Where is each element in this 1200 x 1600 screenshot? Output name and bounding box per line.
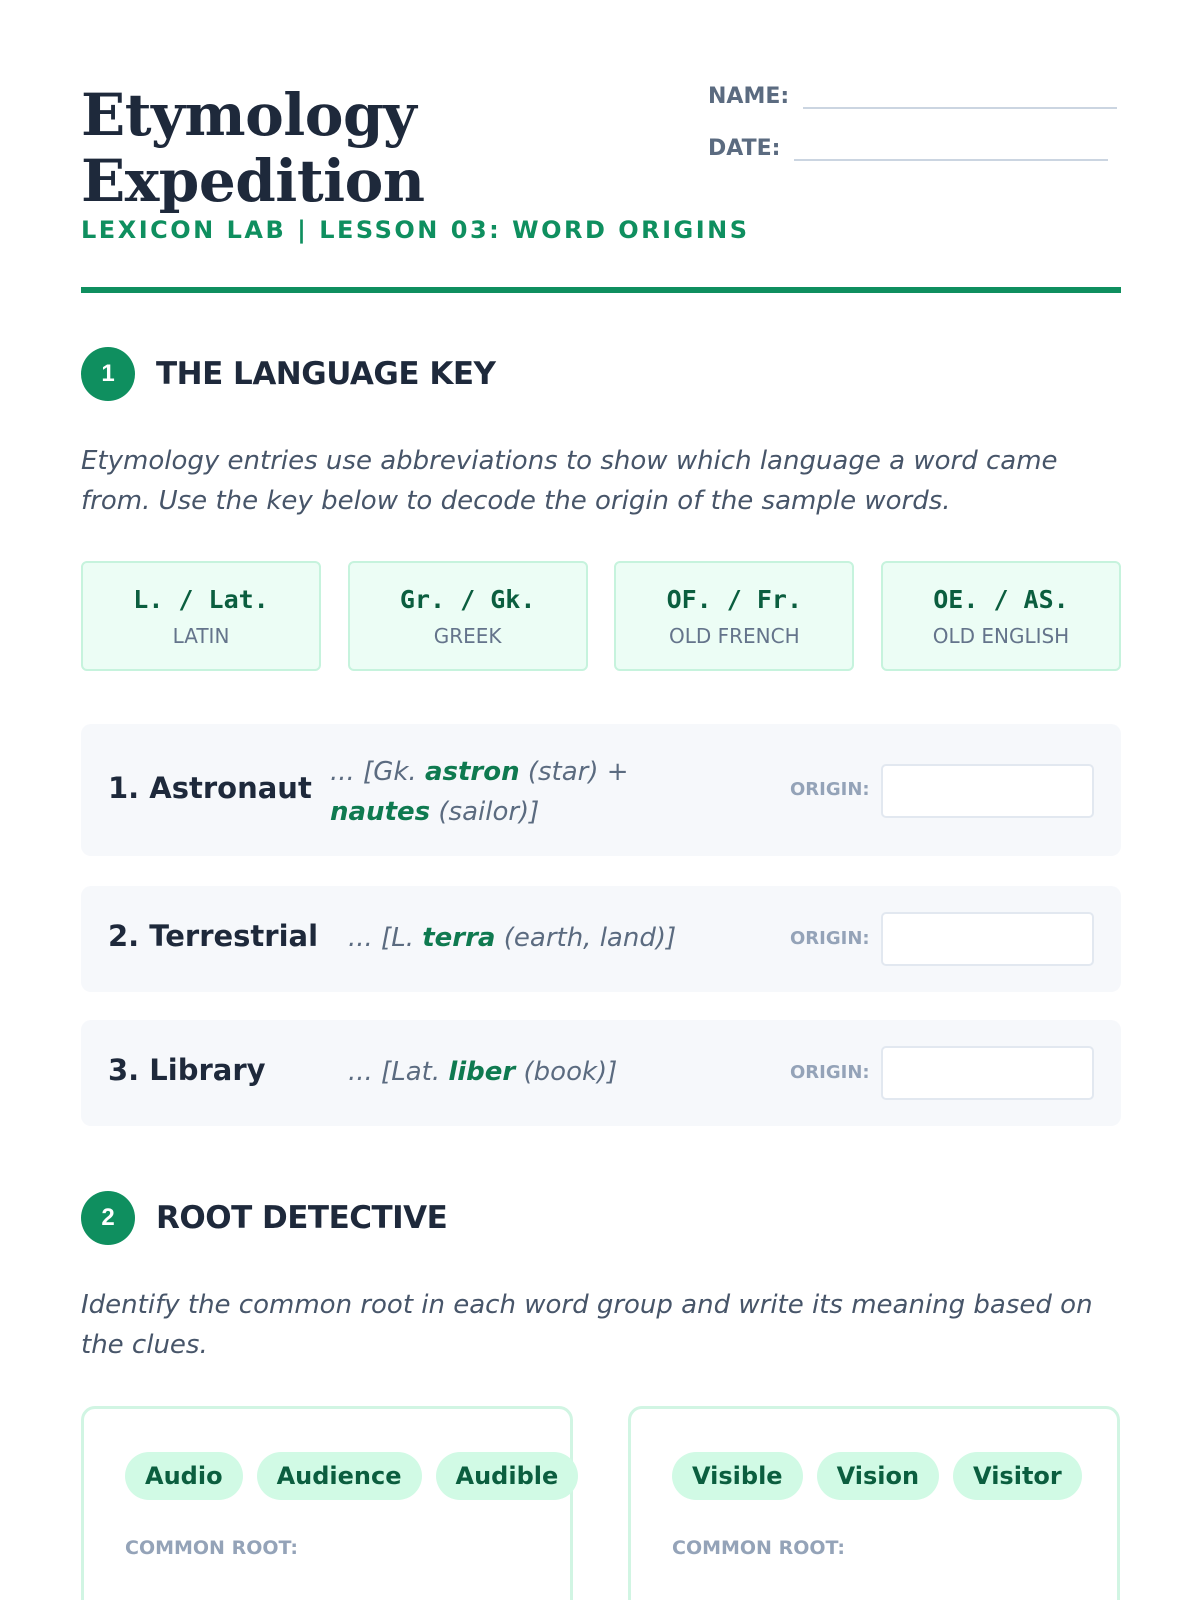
- title-line-1: Etymology: [81, 81, 417, 149]
- origin-input[interactable]: [881, 764, 1094, 818]
- word-name: 2. Terrestrial: [108, 919, 319, 953]
- name-label: NAME:: [708, 84, 790, 109]
- section-1-header: [81, 347, 495, 401]
- word-pill: Vision: [817, 1452, 939, 1500]
- word-pill: Audible: [436, 1452, 579, 1500]
- page-title: [81, 82, 641, 214]
- origin-input[interactable]: [881, 912, 1094, 966]
- word-pill: Visible: [672, 1452, 803, 1500]
- header-divider: [81, 287, 1121, 293]
- date-field: [708, 136, 1108, 161]
- section-2-header: [81, 1191, 447, 1245]
- word-name: 3. Library: [108, 1053, 266, 1087]
- word-etymology: [348, 918, 676, 958]
- language-key: [81, 561, 1121, 671]
- key-card-greek: [348, 561, 588, 671]
- ety-root: terra: [422, 923, 496, 953]
- common-root-label: COMMON ROOT:: [125, 1537, 299, 1559]
- worksheet-page: [81, 0, 1121, 1600]
- word-row-library: [81, 1020, 1121, 1126]
- key-language: GREEK: [433, 623, 502, 648]
- ety-suffix: (sailor)]: [430, 797, 540, 827]
- section-1-intro: Etymology entries use abbreviations to show which language a word came from. Use the key below to decode the origin of the sample words.: [81, 446, 1058, 516]
- key-abbr: L. / Lat.: [133, 584, 269, 614]
- word-pill: Audio: [125, 1452, 243, 1500]
- root-group-card: [628, 1406, 1120, 1600]
- word-pill-group: [672, 1452, 1096, 1500]
- word-etymology: [348, 1052, 617, 1092]
- key-abbr: OE. / AS.: [933, 584, 1069, 614]
- origin-input[interactable]: [881, 1046, 1094, 1100]
- word-row-terrestrial: [81, 886, 1121, 992]
- ety-prefix: ... [Gk.: [330, 757, 425, 787]
- word-name: 1. Astronaut: [108, 771, 312, 805]
- key-card-old-english: [881, 561, 1121, 671]
- key-language: OLD FRENCH: [668, 623, 800, 648]
- key-abbr: Gr. / Gk.: [399, 584, 536, 614]
- key-language: LATIN: [172, 623, 230, 648]
- ety-root: nautes: [330, 797, 431, 827]
- word-row-astronaut: [81, 724, 1121, 856]
- name-line[interactable]: [803, 87, 1117, 109]
- page-subtitle: LEXICON LAB | LESSON 03: WORD ORIGINS: [81, 216, 750, 244]
- key-language: OLD ENGLISH: [932, 623, 1070, 648]
- origin-label: ORIGIN:: [790, 1062, 870, 1083]
- word-etymology: [330, 752, 730, 832]
- word-pill-group: [125, 1452, 592, 1500]
- common-root-label: COMMON ROOT:: [672, 1537, 846, 1559]
- section-2-title: ROOT DETECTIVE: [156, 1200, 448, 1236]
- ety-middle: (star) +: [519, 757, 629, 787]
- origin-label: ORIGIN:: [790, 928, 870, 949]
- section-2-number-badge: 2: [81, 1191, 135, 1245]
- word-pill: Audience: [257, 1452, 422, 1500]
- ety-root: astron: [424, 757, 520, 787]
- name-field: [708, 84, 1117, 109]
- key-card-latin: [81, 561, 321, 671]
- key-card-old-french: [614, 561, 854, 671]
- ety-root: liber: [448, 1057, 516, 1087]
- ety-suffix: (book)]: [515, 1057, 618, 1087]
- title-line-2: Expedition: [81, 147, 425, 215]
- root-group-card: [81, 1406, 573, 1600]
- origin-label: ORIGIN:: [790, 779, 870, 800]
- ety-prefix: ... [L.: [348, 923, 423, 953]
- section-1-number-badge: 1: [81, 347, 135, 401]
- date-label: DATE:: [708, 136, 781, 161]
- key-abbr: OF. / Fr.: [666, 584, 803, 614]
- date-line[interactable]: [794, 139, 1108, 161]
- ety-prefix: ... [Lat.: [348, 1057, 449, 1087]
- section-2-intro: Identify the common root in each word group and write its meaning based on the clues.: [81, 1290, 1093, 1360]
- word-pill: Visitor: [953, 1452, 1082, 1500]
- section-1-title: THE LANGUAGE KEY: [156, 356, 496, 392]
- ety-suffix: (earth, land)]: [495, 923, 677, 953]
